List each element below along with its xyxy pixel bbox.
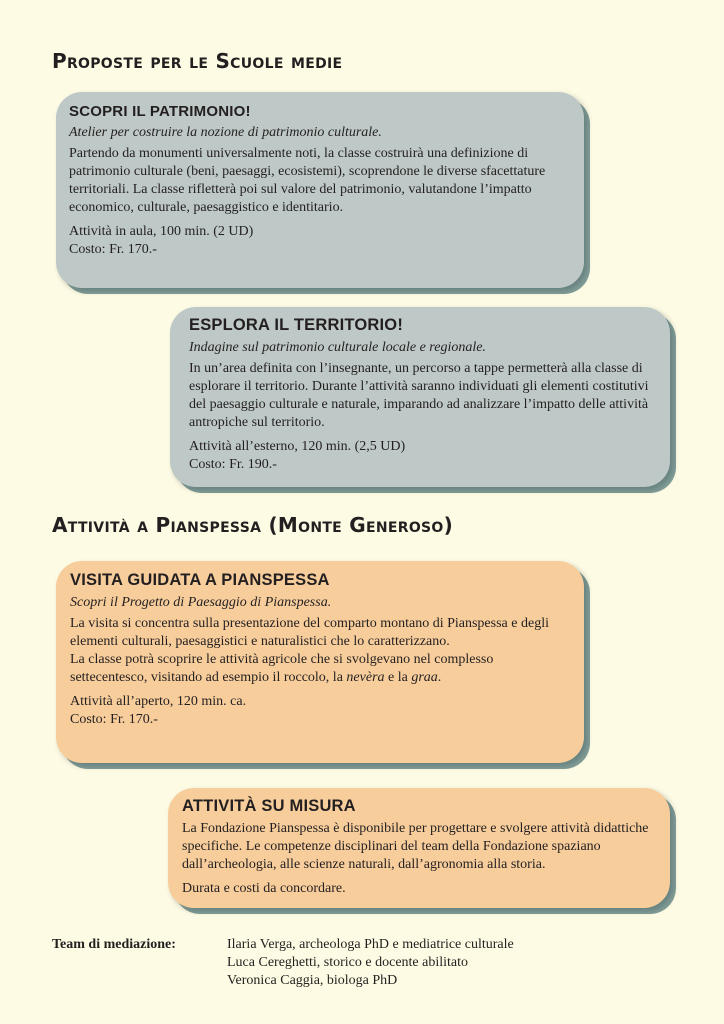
text-run: e la xyxy=(384,670,412,685)
text-run: . xyxy=(437,670,442,685)
text-run: La classe potrà scoprire le attività agricole che si svolgevano nel complesso settecentesco, visitando ad esempio il roccolo, la xyxy=(70,652,494,685)
card-subtitle: Scopri il Progetto di Paesaggio di Pianspessa. xyxy=(70,595,332,610)
card-scopri-patrimonio xyxy=(56,92,584,288)
card-subtitle: Atelier per costruire la nozione di patrimonio culturale. xyxy=(69,125,382,140)
card-duration: Attività all’aperto, 120 min. ca. xyxy=(70,694,247,709)
card-duration: Durata e costi da concordare. xyxy=(182,881,346,896)
section-title-scuole-medie: Proposte per le Scuole medie xyxy=(52,49,343,73)
card-title: SCOPRI IL PATRIMONIO! xyxy=(69,103,251,120)
section-title-pianspessa: Attività a Pianspessa (Monte Generoso) xyxy=(52,513,454,537)
card-visita-guidata xyxy=(56,561,584,763)
emphasis-graa: graa xyxy=(411,670,438,685)
card-description: La Fondazione Pianspessa è disponibile per progettare e svolgere attività didattiche specifiche. Le competenze disciplinari del team della Fondazione spaziano dall’archeologia, alle scienze naturali, dall’agronomia alla storia. xyxy=(182,821,649,872)
card-description: In un’area definita con l’insegnante, un percorso a tappe permetterà alla classe di esplorare il territorio. Durante l’attività saranno individuati gli elementi costitutivi del paesaggio culturale e naturale, imparando ad analizzare l’impatto delle attività antropiche sul territorio. xyxy=(189,361,649,430)
emphasis-nevera: nevèra xyxy=(346,670,385,685)
card-cost: Costo: Fr. 170.- xyxy=(69,242,157,257)
card-esplora-territorio xyxy=(170,307,670,487)
card-cost: Costo: Fr. 170.- xyxy=(70,712,158,727)
card-duration: Attività all’esterno, 120 min. (2,5 UD) xyxy=(189,439,406,454)
card-description: Partendo da monumenti universalmente noti, la classe costruirà una definizione di patrimonio culturale (beni, paesaggi, ecosistemi), scoprendone le diverse sfacettature territoriali. La classe rifletterà poi sul valore del patrimonio, valutandone l’impatto economico, culturale, paesaggistico e identitario. xyxy=(69,146,546,215)
team-member: Luca Cereghetti, storico e docente abilitato xyxy=(227,955,469,970)
card-cost: Costo: Fr. 190.- xyxy=(189,457,277,472)
team-member: Ilaria Verga, archeologa PhD e mediatrice culturale xyxy=(227,937,514,952)
team-label: Team di mediazione: xyxy=(52,937,176,952)
card-title: VISITA GUIDATA A PIANSPESSA xyxy=(70,571,330,589)
card-description: La visita si concentra sulla presentazione del comparto montano di Pianspessa e degli elementi culturali, paesaggistici e naturalistici che lo caratterizzano. xyxy=(70,616,549,649)
card-title: ATTIVITÀ SU MISURA xyxy=(182,797,356,815)
team-members xyxy=(227,936,514,990)
card-subtitle: Indagine sul patrimonio culturale locale e regionale. xyxy=(189,340,486,355)
card-description-2 xyxy=(70,651,570,687)
team-member: Veronica Caggia, biologa PhD xyxy=(227,973,398,988)
card-duration: Attività in aula, 100 min. (2 UD) xyxy=(69,224,254,239)
card-attivita-su-misura xyxy=(168,788,670,908)
card-title: ESPLORA IL TERRITORIO! xyxy=(189,316,404,334)
